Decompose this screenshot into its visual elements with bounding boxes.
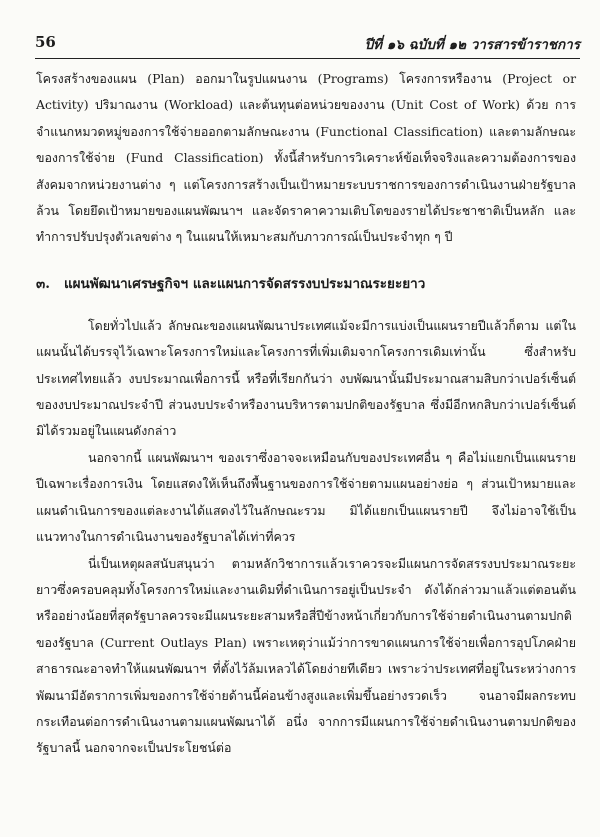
section-title: แผนพัฒนาเศรษฐกิจฯ และแผนการจัดสรรงบประมาณระยะยาว bbox=[63, 275, 426, 292]
paragraph: นอกจากนี้ แผนพัฒนาฯ ของเราซึ่งอาจจะเหมือนกับของประเทศอื่น ๆ คือไม่แยกเป็นแผนรายปีเฉพาะเรื่องการเงิน โดยแสดงให้เห็นถึงพื้นฐานของการใช้จ่ายตามแผนอย่างย่อ ๆ ส่วนเป้าหมายและแผนดำเนินการของแต่ละงานได้แสดงไว้ในลักษณะรวม มิได้แยกเป็นแผนรายปี จึงไม่อาจใช้เป็นแนวทางในการดำเนินงานของรัฐบาลได้เท่าที่ควร bbox=[36, 449, 576, 545]
section-heading bbox=[36, 269, 576, 299]
page-number: 56 bbox=[35, 33, 56, 51]
paragraph: โดยทั่วไปแล้ว ลักษณะของแผนพัฒนาประเทศแม้จะมีการแบ่งเป็นแผนรายปีแล้วก็ตาม แต่ในแผนนั้นได้บรรจุไว้เฉพาะโครงการใหม่และโครงการที่เพิ่มเติมจากโครงการเดิมเท่านั้น ซึ่งสำหรับประเทศไทยแล้ว งบประมาณเพื่อการนี้ หรือที่เรียกกันว่า งบพัฒนานั้นมีประมาณสามสิบกว่าเปอร์เซ็นต์ของงบประมาณประจำปี ส่วนงบประจำหรืองานบริหารตามปกติของรัฐบาล ซึ่งมีอีกหกสิบกว่าเปอร์เซ็นต์มิได้รวมอยู่ในแผนดังกล่าว bbox=[36, 317, 576, 439]
page-header bbox=[35, 30, 580, 59]
paragraph: โครงสร้างของแผน (Plan) ออกมาในรูปแผนงาน (Programs) โครงการหรืองาน (Project or Activity) ปริมาณงาน (Workload) และต้นทุนต่อหน่วยของงาน (Unit Cost of Work) ด้วย การจำแนกหมวดหมู่ของการใช้จ่ายออกตามลักษณะงาน (Functional Classification) และตามลักษณะของการใช้จ่าย (Fund Classification) ทั้งนี้สำหรับการวิเคราะห์ข้อเท็จจริงและความต้องการของสังคมจากหน่วยงานต่าง ๆ แต่โครงการสร้างเป็นเป้าหมายระบบราชการของการดำเนินงานฝ่ายรัฐบาลล้วน โดยยึดเป้าหมายของแผนพัฒนาฯ และจัดราคาความเติบโตของรายได้ประชาชาติเป็นหลัก และทำการปรับปรุงตัวเลขต่าง ๆ ในแผนให้เหมาะสมกับภาวการณ์เป็นประจำทุก ๆ ปี bbox=[36, 71, 576, 245]
running-title: ปีที่ ๑๖ ฉบับที่ ๑๒ วารสารข้าราชการ bbox=[364, 37, 580, 53]
paragraph: นี่เป็นเหตุผลสนับสนุนว่า ตามหลักวิชาการแล้วเราควรจะมีแผนการจัดสรรงบประมาณระยะยาวซึ่งครอบคลุมทั้งโครงการใหม่และงานเดิมที่ดำเนินการอยู่เป็นประจำ ดังได้กล่าวมาแล้วแต่ตอนต้น หรืออย่างน้อยที่สุดรัฐบาลควรจะมีแผนระยะสามหรือสี่ปีข้างหน้าเกี่ยวกับการใช้จ่ายดำเนินงานตามปกติของรัฐบาล (Current Outlays Plan) เพราะเหตุว่าแม้ว่าการขาดแผนการใช้จ่ายเพื่อการอุปโภคฝ่ายสาธารณะอาจทำให้แผนพัฒนาฯ ที่ตั้งไว้ล้มเหลวได้โดยง่ายทีเดียว เพราะว่าประเทศที่อยู่ในระหว่างการพัฒนามีอัตราการเพิ่มของการใช้จ่ายด้านนี้ค่อนข้างสูงและเพิ่มขึ้นอย่างรวดเร็ว จนอาจมีผลกระทบกระเทือนต่อการดำเนินงานตามแผนพัฒนาได้ อนึ่ง จากการมีแผนการใช้จ่ายดำเนินงานตามปกติของรัฐบาลนี้ นอกจากจะเป็นประโยชน์ต่อ bbox=[36, 555, 576, 756]
page-body bbox=[36, 66, 576, 762]
section-number: ๓. bbox=[36, 275, 50, 292]
